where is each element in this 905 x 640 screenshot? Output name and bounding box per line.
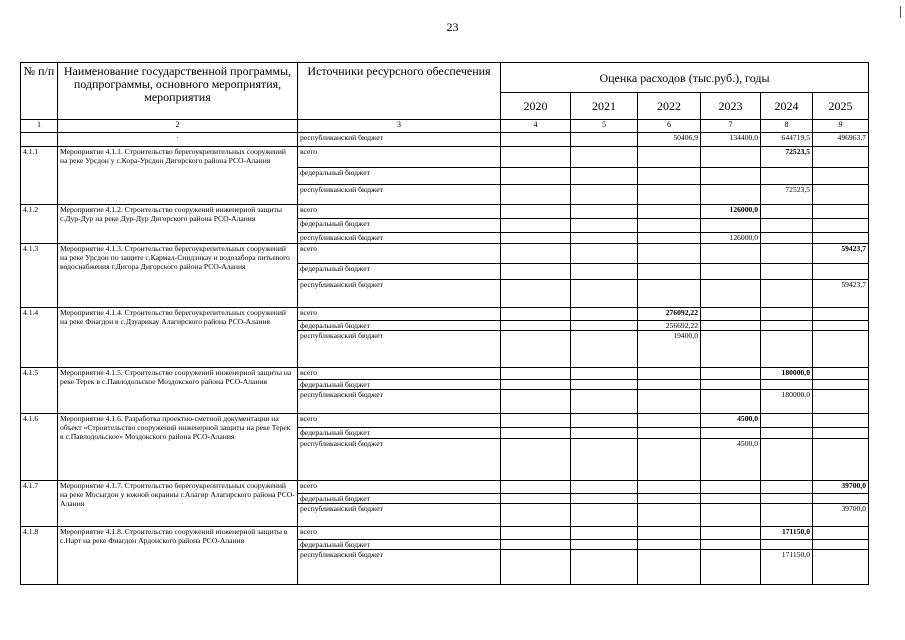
value-cell [501, 280, 571, 308]
value-cell: 180000,0 [761, 368, 813, 380]
source-cell: всего [298, 368, 501, 380]
value-cell [501, 244, 571, 264]
value-cell [571, 550, 638, 585]
value-cell [701, 308, 761, 321]
source-cell: республиканский бюджет [298, 550, 501, 585]
column-number: 6 [638, 120, 701, 133]
value-cell [813, 264, 869, 280]
value-cell [813, 205, 869, 219]
source-cell: федеральный бюджет [298, 380, 501, 390]
value-cell [638, 380, 701, 390]
value-cell [761, 321, 813, 331]
value-cell [701, 550, 761, 585]
value-cell: 72523,5 [761, 147, 813, 168]
value-cell [571, 380, 638, 390]
value-cell [571, 494, 638, 504]
item-number: 4.1.3 [21, 244, 58, 308]
source-cell: всего [298, 147, 501, 168]
value-cell [501, 219, 571, 233]
header-year: 2021 [571, 93, 638, 120]
value-cell [701, 264, 761, 280]
value-cell [701, 185, 761, 205]
value-cell [571, 168, 638, 185]
value-cell [761, 205, 813, 219]
budget-row [21, 308, 869, 321]
value-cell [813, 540, 869, 550]
value-cell [638, 185, 701, 205]
source-cell: федеральный бюджет [298, 428, 501, 439]
value-cell: 4500,0 [701, 414, 761, 428]
source-cell: федеральный бюджет [298, 494, 501, 504]
value-cell [571, 540, 638, 550]
value-cell [813, 390, 869, 414]
source-cell: всего [298, 481, 501, 494]
value-cell [571, 147, 638, 168]
source-cell: республиканский бюджет [298, 133, 501, 147]
value-cell [813, 527, 869, 540]
source-cell: республиканский бюджет [298, 331, 501, 368]
source-cell: федеральный бюджет [298, 219, 501, 233]
header-year: 2023 [701, 93, 761, 120]
budget-row [21, 527, 869, 540]
column-number: 3 [298, 120, 501, 133]
budget-row [21, 481, 869, 494]
item-name: Мероприятие 4.1.6. Разработка проектно-сметной документации на объект «Строительство сооружений инженерной защиты на реке Терек в с.Павлодольское» Моздокского района РСО-Алания [58, 414, 298, 481]
item-number: 4.1.8 [21, 527, 58, 585]
source-cell: республиканский бюджет [298, 390, 501, 414]
value-cell [761, 233, 813, 244]
value-cell [813, 168, 869, 185]
header-estimate: Оценка расходов (тыс.руб.), годы [501, 63, 869, 93]
value-cell [501, 504, 571, 527]
value-cell [701, 504, 761, 527]
item-number: 4.1.5 [21, 368, 58, 414]
budget-row [21, 368, 869, 380]
value-cell [501, 308, 571, 321]
value-cell [571, 390, 638, 414]
value-cell [701, 380, 761, 390]
budget-row [21, 414, 869, 428]
value-cell [701, 147, 761, 168]
source-cell: республиканский бюджет [298, 439, 501, 481]
value-cell [501, 133, 571, 147]
value-cell [571, 308, 638, 321]
item-name: Мероприятие 4.1.4. Строительство берегоукрепительных сооружений на реке Фиагдон в с.Дзуарикау Алагирского района РСО-Алания [58, 308, 298, 368]
value-cell [571, 244, 638, 264]
value-cell: 72523,5 [761, 185, 813, 205]
value-cell [813, 308, 869, 321]
value-cell [761, 428, 813, 439]
budget-row [21, 147, 869, 168]
value-cell [813, 219, 869, 233]
value-cell [761, 331, 813, 368]
header-year: 2024 [761, 93, 813, 120]
value-cell [638, 540, 701, 550]
value-cell [813, 439, 869, 481]
value-cell [571, 185, 638, 205]
value-cell [761, 540, 813, 550]
value-cell: 59423,7 [813, 280, 869, 308]
value-cell [571, 504, 638, 527]
source-cell: федеральный бюджет [298, 168, 501, 185]
budget-table [20, 62, 869, 585]
value-cell [501, 540, 571, 550]
value-cell [638, 527, 701, 540]
value-cell [813, 368, 869, 380]
value-cell: 19400,0 [638, 331, 701, 368]
budget-row [21, 205, 869, 219]
value-cell [813, 380, 869, 390]
item-number: 4.1.4 [21, 308, 58, 368]
value-cell [571, 205, 638, 219]
value-cell [701, 244, 761, 264]
value-cell [761, 439, 813, 481]
value-cell [761, 380, 813, 390]
source-cell: всего [298, 308, 501, 321]
source-cell: федеральный бюджет [298, 321, 501, 331]
value-cell [501, 233, 571, 244]
value-cell [701, 321, 761, 331]
source-cell: всего [298, 244, 501, 264]
source-cell: республиканский бюджет [298, 233, 501, 244]
column-number: 8 [761, 120, 813, 133]
value-cell [571, 133, 638, 147]
value-cell [701, 527, 761, 540]
value-cell [501, 185, 571, 205]
value-cell [501, 264, 571, 280]
column-number: 9 [813, 120, 869, 133]
value-cell [761, 280, 813, 308]
value-cell [571, 368, 638, 380]
value-cell [638, 390, 701, 414]
value-cell [813, 331, 869, 368]
header-name: Наименование государственной программы, подпрограммы, основного мероприятия, мероприятия [58, 63, 298, 120]
value-cell [638, 219, 701, 233]
source-cell: федеральный бюджет [298, 264, 501, 280]
item-name: Мероприятие 4.1.5. Строительство сооружений инженерной защиты на реке Терек в с.Павлодольское Моздокского района РСО-Алания [58, 368, 298, 414]
value-cell [638, 233, 701, 244]
value-cell [761, 168, 813, 185]
value-cell [761, 504, 813, 527]
value-cell [701, 540, 761, 550]
column-number: 1 [21, 120, 58, 133]
item-name: Мероприятие 4.1.7. Строительство берегоукрепительных сооружений на реке Мосыгдон у южной окраины г.Алагир Алагирского района РСО-Алания [58, 481, 298, 527]
value-cell [638, 428, 701, 439]
value-cell [501, 168, 571, 185]
value-cell [761, 481, 813, 494]
row-no-cell [21, 133, 58, 147]
value-cell: 50406,9 [638, 133, 701, 147]
value-cell: 256692,22 [638, 321, 701, 331]
value-cell [571, 414, 638, 428]
value-cell [761, 264, 813, 280]
value-cell [501, 368, 571, 380]
header-source: Источники ресурсного обеспечения [298, 63, 501, 120]
source-cell: федеральный бюджет [298, 540, 501, 550]
column-number-row [21, 120, 869, 133]
budget-row [21, 244, 869, 264]
value-cell [638, 504, 701, 527]
value-cell [638, 368, 701, 380]
value-cell: 496963,7 [813, 133, 869, 147]
value-cell [638, 205, 701, 219]
value-cell [701, 219, 761, 233]
value-cell [571, 481, 638, 494]
value-cell [501, 414, 571, 428]
value-cell [638, 439, 701, 481]
value-cell: 171150,0 [761, 550, 813, 585]
column-number: 7 [701, 120, 761, 133]
value-cell [501, 205, 571, 219]
page-edge-mark [900, 6, 901, 18]
column-number: 5 [571, 120, 638, 133]
value-cell [501, 550, 571, 585]
source-cell: республиканский бюджет [298, 185, 501, 205]
header-no: № п/п [21, 63, 58, 120]
value-cell [813, 414, 869, 428]
value-cell [761, 244, 813, 264]
value-cell [501, 439, 571, 481]
value-cell [501, 428, 571, 439]
header-year: 2022 [638, 93, 701, 120]
value-cell [501, 390, 571, 414]
continuation-row [21, 133, 869, 147]
value-cell [761, 308, 813, 321]
value-cell [701, 494, 761, 504]
value-cell [701, 168, 761, 185]
value-cell [571, 280, 638, 308]
value-cell [571, 233, 638, 244]
item-number: 4.1.6 [21, 414, 58, 481]
value-cell [813, 550, 869, 585]
value-cell [638, 414, 701, 428]
value-cell: 180000,0 [761, 390, 813, 414]
value-cell [701, 481, 761, 494]
value-cell [638, 264, 701, 280]
item-number: 4.1.2 [21, 205, 58, 244]
value-cell [638, 147, 701, 168]
value-cell: 39700,0 [813, 481, 869, 494]
item-name: Мероприятие 4.1.8. Строительство сооружений инженерной защиты в с.Нарт на реке Фиагдон Ардонского района РСО-Алания [58, 527, 298, 585]
value-cell [813, 147, 869, 168]
value-cell: 39700,0 [813, 504, 869, 527]
source-cell: всего [298, 414, 501, 428]
header-year: 2025 [813, 93, 869, 120]
column-number: 4 [501, 120, 571, 133]
value-cell: 126000,0 [701, 233, 761, 244]
value-cell [638, 481, 701, 494]
value-cell [813, 321, 869, 331]
value-cell [813, 494, 869, 504]
value-cell [638, 168, 701, 185]
value-cell [571, 527, 638, 540]
value-cell [638, 494, 701, 504]
value-cell [501, 527, 571, 540]
item-name: Мероприятие 4.1.1. Строительство берегоукрепительных сооружений на реке Урсдон у с.Кора-Урсдон Дигорского района РСО-Алания [58, 147, 298, 205]
value-cell [571, 439, 638, 481]
page-number: 23 [446, 20, 459, 34]
value-cell: 4500,0 [701, 439, 761, 481]
value-cell [701, 368, 761, 380]
value-cell [501, 321, 571, 331]
value-cell [501, 147, 571, 168]
value-cell [501, 481, 571, 494]
value-cell [571, 264, 638, 280]
value-cell [638, 244, 701, 264]
value-cell: 126000,0 [701, 205, 761, 219]
source-cell: республиканский бюджет [298, 504, 501, 527]
value-cell: 59423,7 [813, 244, 869, 264]
value-cell [761, 219, 813, 233]
value-cell [501, 494, 571, 504]
value-cell [501, 380, 571, 390]
value-cell [571, 219, 638, 233]
value-cell [638, 550, 701, 585]
value-cell [701, 280, 761, 308]
value-cell [501, 331, 571, 368]
value-cell: 134400,0 [701, 133, 761, 147]
source-cell: всего [298, 527, 501, 540]
value-cell [571, 321, 638, 331]
value-cell [761, 494, 813, 504]
value-cell [701, 428, 761, 439]
value-cell [571, 428, 638, 439]
item-name: Мероприятие 4.1.3. Строительство берегоукрепительных сооружений на реке Урсдон по защите с.Кармал-Синдзикау и водозабора питьевого водоснабжения г.Дигора Дигорского района РСО-Алания [58, 244, 298, 308]
value-cell: 644719,5 [761, 133, 813, 147]
source-cell: всего [298, 205, 501, 219]
header-year: 2020 [501, 93, 571, 120]
value-cell: 276092,22 [638, 308, 701, 321]
value-cell [813, 185, 869, 205]
continuation-mark: · [58, 133, 298, 147]
value-cell [761, 414, 813, 428]
item-number: 4.1.7 [21, 481, 58, 527]
value-cell [701, 390, 761, 414]
item-name: Мероприятие 4.1.2. Строительство сооружений инженерной защиты с.Дур-Дур на реке Дур-Дур Дигорского района РСО-Алания [58, 205, 298, 244]
value-cell [701, 331, 761, 368]
value-cell [813, 233, 869, 244]
value-cell [813, 428, 869, 439]
value-cell [638, 280, 701, 308]
source-cell: республиканский бюджет [298, 280, 501, 308]
value-cell: 171150,0 [761, 527, 813, 540]
value-cell [571, 331, 638, 368]
item-number: 4.1.1 [21, 147, 58, 205]
column-number: 2 [58, 120, 298, 133]
